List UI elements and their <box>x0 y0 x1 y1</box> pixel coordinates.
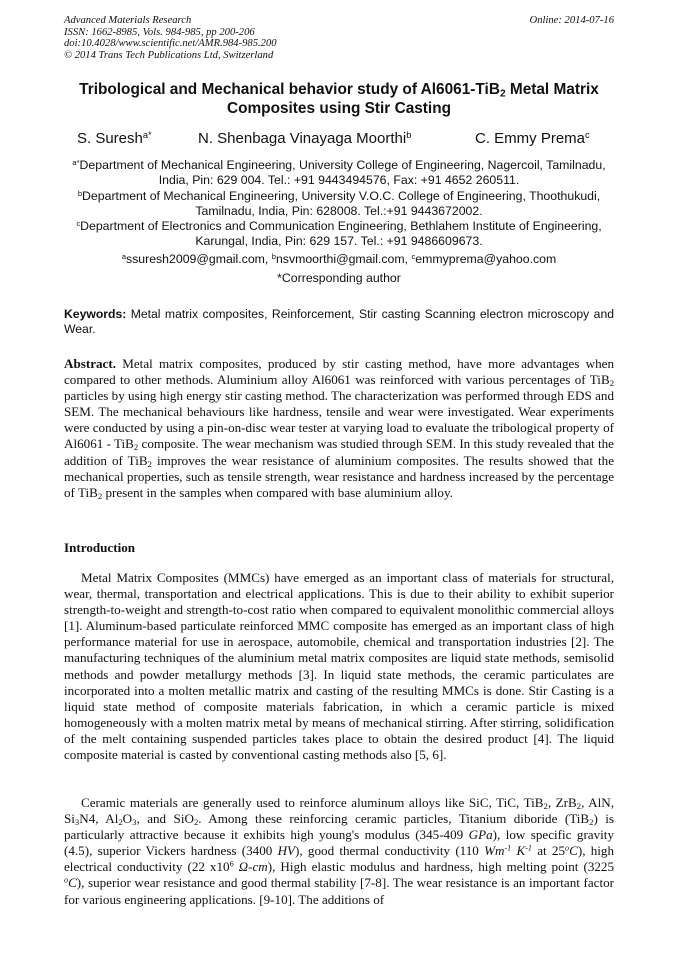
affiliation-c: $^c$Department of Electronics and Communication Engineering, Bethlahem Institute of Engineering, Karungal, India, Pin: 629 157. Tel.: +91 9486609673. <box>76 219 602 249</box>
email-a[interactable]: ssuresh2009@gmail.com, <box>125 252 272 266</box>
title-line2: Composites using Stir Casting <box>226 100 452 117</box>
author-3: C. Emmy Prema$^c$ <box>475 129 590 147</box>
title-line1-pre: Tribological and Mechanical behavior study of Al6061-TiB <box>79 81 500 98</box>
author-1: S. Suresh$^{a*}$ <box>77 129 152 147</box>
email-line: $^a$ssuresh2009@gmail.com, $^b$nsvmoorthi@gmail.com, $^c$emmyprema@yahoo.com <box>121 251 557 266</box>
affiliation-a: $^{a*}$Department of Mechanical Engineering, University College of Engineering, Nagercoil, Tamilnadu, India, Pin: 629 004. Tel.: +91 9443494576, Fax: +91 4652 260511. <box>72 157 606 188</box>
corresponding-author-note: *Corresponding author <box>277 271 401 285</box>
email-c[interactable]: emmyprema@yahoo.com <box>415 252 557 266</box>
abstract-label: Abstract. <box>64 356 116 371</box>
title-sub: 2 <box>499 88 506 100</box>
keywords <box>64 307 614 338</box>
intro-paragraph-2: Ceramic materials are generally used to reinforce aluminum alloys like SiC, TiC, TiB$_2$, ZrB$_2$, AlN, $Si_3N4$, $Al_2O_3$, and SiO$_2$. Among these reinforcing ceramic particles, Titanium diboride (TiB$_2$) is particularly attractive because it exhibits high young's modulus (345-409 GPa), low specific gravity (4.5), superior Vickers hardness (3400 HV), good thermal conductivity (110 $Wm^{-1}$ $K^{-1}$ at 25$^o$C), high electrical conductivity (22 $x10^6$ Ω-cm), High elastic modulus and hardness, high melting point (3225 $^o$C), superior wear resistance and good thermal stability [7-8]. The wear resistance is an important factor for various engineering applications. [9-10]. The additions of <box>64 795 615 907</box>
keywords-label: Keywords: <box>64 307 127 321</box>
journal-header <box>64 15 614 61</box>
journal-name: Advanced Materials Research <box>64 15 192 26</box>
affiliation-b: $^b$Department of Mechanical Engineering, University V.O.C. College of Engineering, Thoothukudi, Tamilnadu, India, Pin: 628008. Tel.:+91 9443672002. <box>77 188 601 218</box>
email-block <box>64 250 614 288</box>
intro-paragraph-1: Metal Matrix Composites (MMCs) have emerged as an important class of materials for structural, wear, thermal, transportation and electrical applications. This is due to their ability to exhibit superior strength-to-weight and strength-to-cost ratio when compared to equivalent monolithic commercial alloys [1]. Aluminum-based particulate reinforced MMC composite has emerged as an important class of high performance material for use in aerospace, automobile, chemical and transportation industries [2]. The manufacturing techniques of the aluminium metal matrix composites are liquid state methods, semisolid methods and powder metallurgy methods [3]. In liquid state methods, the ceramic particulates are incorporated into a molten metallic matrix and casting of the resulting MMCs is done. Stir Casting is a liquid state method of composite materials fabrication, in which a ceramic particle is mixed homogeneously with a molten matrix metal by means of mechanical stirring. After stirring, solidification of the melt containing suspended particles takes place to obtain the desired product [4]. The liquid composite material is casted by conventional casting methods also [5, 6]. <box>64 570 614 763</box>
issn-line: ISSN: 1662-8985, Vols. 984-985, pp 200-206 <box>64 26 255 38</box>
email-b[interactable]: nsvmoorthi@gmail.com, <box>275 252 412 266</box>
introduction-heading: Introduction <box>64 540 136 555</box>
paper-title <box>64 80 614 118</box>
abstract: Abstract. Metal matrix composites, produced by stir casting method, have more advantages when compared to other methods. Aluminium alloy Al6061 was reinforced with various percentages of TiB$_2$ particles by using high energy stir casting method. The characterization was performed through EDS and SEM. The mechanical behaviours like hardness, tensile and wear were investigated. Wear experiments were conducted by using a pin-on-disc wear tester at varying load to evaluate the tribological property of Al6061 - TiB$_2$ composite. The wear mechanism was studied through SEM. In this study revealed that the addition of TiB$_2$ improves the wear resistance of aluminium composites. The results showed that the mechanical properties, such as tensile strength, wear resistance and hardness increased by the percentage of TiB$_2$ present in the samples when compared with base aluminium alloy. <box>64 356 615 501</box>
keywords-text: Metal matrix composites, Reinforcement, Stir casting Scanning electron microscopy and Wear. <box>64 307 614 337</box>
doi-line: doi:10.4028/www.scientific.net/AMR.984-985.200 <box>64 38 277 50</box>
title-line1-post: Metal Matrix <box>505 81 599 98</box>
online-date: Online: 2014-07-16 <box>529 15 614 26</box>
author-2: N. Shenbaga Vinayaga Moorthi$^b$ <box>198 129 412 147</box>
affiliations <box>64 158 614 250</box>
copyright-line: © 2014 Trans Tech Publications Ltd, Switzerland <box>64 49 274 61</box>
